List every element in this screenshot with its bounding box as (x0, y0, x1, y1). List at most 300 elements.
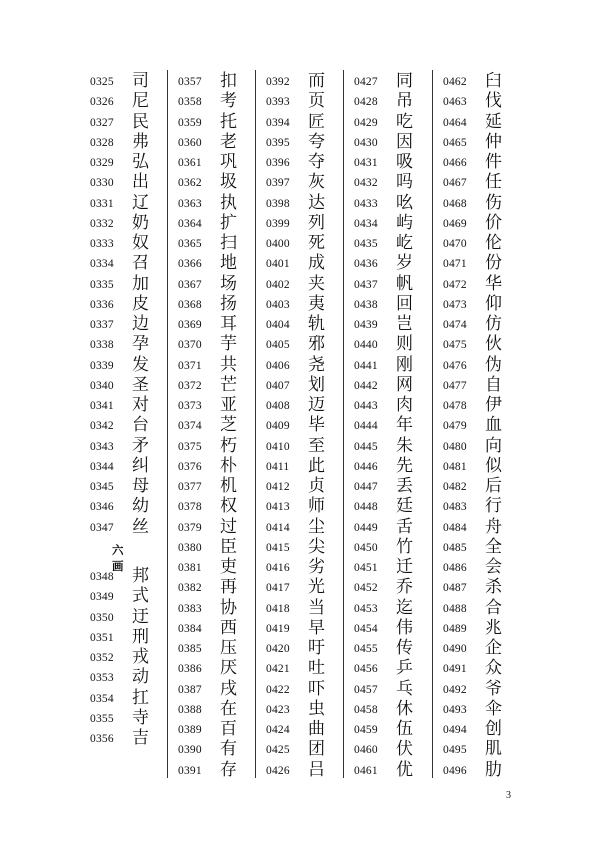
entry-character: 朴 (220, 455, 237, 476)
entry-number: 0425 (266, 744, 290, 757)
entry-character: 当 (308, 597, 325, 618)
entry-character: 虫 (308, 698, 325, 719)
entry-character: 伐 (485, 91, 502, 112)
entry-number: 0369 (178, 319, 202, 331)
entry-number: 0365 (178, 238, 202, 250)
entry-number: 0362 (178, 177, 202, 190)
entry-number: 0383 (178, 602, 202, 615)
entry-number: 0325 (90, 76, 114, 88)
column-divider (167, 70, 168, 778)
entry-number: 0485 (443, 541, 467, 554)
entry-character: 丢 (396, 476, 413, 496)
entry-number: 0418 (266, 602, 290, 615)
entry-character: 场 (220, 273, 237, 294)
entry-number: 0420 (266, 643, 290, 655)
entry-character: 寺 (132, 707, 149, 728)
entry-character: 杀 (485, 577, 502, 598)
entry-number: 0411 (266, 460, 290, 473)
entry-number: 0452 (354, 582, 378, 595)
entry-number: 0395 (266, 136, 290, 149)
entry-character: 协 (220, 597, 237, 618)
entry-number: 0444 (354, 420, 378, 433)
entry-number: 0380 (178, 541, 202, 554)
entry-character: 圣 (132, 374, 149, 395)
entry-number: 0378 (178, 501, 202, 514)
entry-number: 0381 (178, 562, 202, 574)
entry-character: 巩 (220, 152, 237, 172)
entry-number: 0337 (90, 319, 114, 331)
entry-character: 丝 (132, 516, 149, 537)
entry-number: 0470 (443, 238, 467, 250)
entry-number: 0468 (443, 197, 467, 210)
entry-number: 0416 (266, 562, 290, 574)
entry-number: 0480 (443, 440, 467, 453)
entry-number: 0456 (354, 663, 378, 676)
entry-number: 0490 (443, 643, 467, 655)
entry-character: 邪 (308, 334, 325, 355)
entry-number: 0463 (443, 96, 467, 109)
entry-number: 0357 (178, 76, 202, 88)
entry-number: 0461 (354, 764, 378, 777)
entry-character: 岂 (396, 314, 413, 334)
entry-character: 华 (485, 273, 502, 294)
entry-character: 则 (396, 334, 413, 355)
entry-character: 伦 (485, 233, 502, 253)
entry-character: 吁 (308, 638, 325, 658)
entry-character: 在 (220, 698, 237, 719)
entry-number: 0410 (266, 440, 290, 453)
entry-number: 0363 (178, 197, 202, 210)
entry-number: 0333 (90, 238, 114, 250)
entry-number: 0434 (354, 217, 378, 230)
entry-character: 有 (220, 739, 237, 760)
entry-number: 0442 (354, 379, 378, 392)
entry-number: 0391 (178, 764, 202, 777)
entry-number: 0445 (354, 440, 378, 453)
entry-number: 0343 (90, 440, 114, 453)
entry-character: 夷 (308, 293, 325, 314)
entry-number: 0392 (266, 76, 290, 88)
entry-character: 任 (485, 172, 502, 193)
entry-character: 扫 (220, 233, 237, 253)
entry-number: 0336 (90, 298, 114, 311)
entry-number: 0406 (266, 359, 290, 372)
entry-number: 0424 (266, 724, 290, 736)
entry-character: 夹 (308, 273, 325, 294)
entry-character: 自 (485, 374, 502, 395)
entry-character: 廷 (396, 496, 413, 517)
entry-character: 厌 (220, 658, 237, 679)
entry-character: 吉 (132, 728, 149, 749)
entry-number: 0371 (178, 359, 202, 372)
entry-number: 0421 (266, 663, 290, 676)
entry-character: 幼 (132, 496, 149, 517)
entry-character: 行 (485, 496, 502, 517)
entry-character: 边 (132, 314, 149, 334)
entry-character: 毕 (308, 415, 325, 436)
entry-character: 扩 (220, 212, 237, 233)
entry-character: 后 (485, 476, 502, 496)
entry-number: 0404 (266, 319, 290, 331)
entry-number: 0387 (178, 683, 202, 696)
entry-number: 0496 (443, 764, 467, 777)
entry-number: 0457 (354, 683, 378, 696)
entry-number: 0453 (354, 602, 378, 615)
entry-number: 0478 (443, 400, 467, 412)
entry-character: 匠 (308, 111, 325, 132)
entry-character: 优 (396, 759, 413, 780)
entry-number: 0328 (90, 136, 114, 149)
entry-number: 0447 (354, 481, 378, 493)
entry-character: 动 (132, 667, 149, 688)
entry-number: 0489 (443, 622, 467, 635)
entry-number: 0347 (90, 521, 114, 534)
entry-number: 0386 (178, 663, 202, 676)
entry-number: 0467 (443, 177, 467, 190)
entry-character: 发 (132, 354, 149, 375)
entry-character: 迁 (396, 557, 413, 577)
entry-character: 岁 (396, 253, 413, 274)
entry-character: 奴 (132, 233, 149, 253)
entry-character: 回 (396, 293, 413, 314)
entry-number: 0355 (90, 712, 114, 725)
entry-number: 0438 (354, 298, 378, 311)
entry-character: 吆 (396, 192, 413, 213)
entry-character: 压 (220, 638, 237, 658)
entry-character: 迈 (308, 395, 325, 415)
entry-character: 伏 (396, 739, 413, 760)
entry-character: 早 (308, 617, 325, 638)
entry-character: 乓 (396, 678, 413, 699)
entry-number: 0396 (266, 157, 290, 169)
entry-character: 召 (132, 253, 149, 274)
entry-character: 舌 (396, 516, 413, 537)
entry-number: 0419 (266, 622, 290, 635)
entry-number: 0439 (354, 319, 378, 331)
column-divider (255, 70, 256, 778)
entry-character: 向 (485, 435, 502, 456)
entry-character: 臣 (220, 536, 237, 557)
entry-number: 0460 (354, 744, 378, 757)
entry-number: 0415 (266, 541, 290, 554)
entry-number: 0334 (90, 258, 114, 271)
entry-character: 奶 (132, 212, 149, 233)
entry-character: 考 (220, 91, 237, 112)
entry-character: 轨 (308, 314, 325, 334)
entry-number: 0348 (90, 571, 114, 584)
entry-number: 0401 (266, 258, 290, 271)
entry-character: 延 (485, 111, 502, 132)
entry-character: 存 (220, 759, 237, 780)
entry-character: 老 (220, 131, 237, 152)
column-divider (432, 70, 433, 778)
entry-number: 0433 (354, 197, 378, 210)
entry-number: 0435 (354, 238, 378, 250)
entry-character: 托 (220, 111, 237, 132)
entry-number: 0436 (354, 258, 378, 271)
entry-number: 0354 (90, 692, 114, 705)
entry-character: 弘 (132, 152, 149, 172)
entry-character: 式 (132, 586, 149, 607)
entry-character: 先 (396, 455, 413, 476)
entry-number: 0473 (443, 298, 467, 311)
entry-character: 竹 (396, 536, 413, 557)
entry-character: 达 (308, 192, 325, 213)
entry-character: 扣 (220, 71, 237, 91)
entry-number: 0350 (90, 611, 114, 624)
entry-number: 0345 (90, 481, 114, 493)
entry-number: 0441 (354, 359, 378, 372)
entry-character: 臼 (485, 71, 502, 91)
entry-character: 此 (308, 455, 325, 476)
entry-number: 0451 (354, 562, 378, 574)
entry-character: 众 (485, 658, 502, 679)
entry-number: 0462 (443, 76, 467, 88)
entry-character: 企 (485, 638, 502, 658)
entry-character: 地 (220, 253, 237, 274)
entry-number: 0408 (266, 400, 290, 412)
entry-character: 创 (485, 719, 502, 739)
entry-character: 伞 (485, 698, 502, 719)
entry-character: 肋 (485, 759, 502, 780)
column-divider (343, 70, 344, 778)
entry-number: 0364 (178, 217, 202, 230)
entry-character: 朱 (396, 435, 413, 456)
entry-character: 师 (308, 496, 325, 517)
entry-character: 迄 (396, 597, 413, 618)
entry-number: 0349 (90, 591, 114, 604)
entry-character: 曲 (308, 719, 325, 739)
entry-character: 吕 (308, 759, 325, 780)
entry-number: 0428 (354, 96, 378, 109)
entry-number: 0400 (266, 238, 290, 250)
entry-character: 吸 (396, 152, 413, 172)
entry-number: 0472 (443, 278, 467, 291)
entry-number: 0450 (354, 541, 378, 554)
entry-number: 0487 (443, 582, 467, 595)
entry-character: 芒 (220, 374, 237, 395)
entry-number: 0494 (443, 724, 467, 736)
entry-number: 0440 (354, 339, 378, 352)
entry-number: 0388 (178, 703, 202, 716)
entry-character: 伙 (485, 334, 502, 355)
entry-character: 尘 (308, 516, 325, 537)
entry-character: 价 (485, 212, 502, 233)
entry-number: 0407 (266, 379, 290, 392)
entry-character: 邦 (132, 566, 149, 587)
entry-character: 纠 (132, 455, 149, 476)
entry-number: 0398 (266, 197, 290, 210)
entry-character: 扛 (132, 687, 149, 708)
entry-character: 乒 (396, 658, 413, 679)
entry-number: 0399 (266, 217, 290, 230)
entry-character: 吐 (308, 658, 325, 679)
entry-number: 0329 (90, 157, 114, 169)
entry-number: 0437 (354, 278, 378, 291)
entry-number: 0481 (443, 460, 467, 473)
entry-character: 戌 (220, 678, 237, 699)
entry-character: 劣 (308, 557, 325, 577)
entry-character: 弗 (132, 131, 149, 152)
entry-number: 0455 (354, 643, 378, 655)
entry-character: 舟 (485, 516, 502, 537)
entry-number: 0373 (178, 400, 202, 412)
entry-character: 母 (132, 476, 149, 496)
entry-number: 0471 (443, 258, 467, 271)
entry-character: 芋 (220, 334, 237, 355)
entry-character: 伪 (485, 354, 502, 375)
entry-number: 0484 (443, 521, 467, 534)
entry-character: 百 (220, 719, 237, 739)
entry-number: 0330 (90, 177, 114, 190)
entry-number: 0331 (90, 197, 114, 210)
entry-number: 0405 (266, 339, 290, 352)
entry-character: 亚 (220, 395, 237, 415)
entry-number: 0353 (90, 672, 114, 685)
entry-character: 列 (308, 212, 325, 233)
entry-number: 0469 (443, 217, 467, 230)
entry-character: 矛 (132, 435, 149, 456)
entry-number: 0491 (443, 663, 467, 676)
entry-character: 皮 (132, 293, 149, 314)
entry-number: 0431 (354, 157, 378, 169)
entry-character: 会 (485, 557, 502, 577)
entry-character: 仲 (485, 131, 502, 152)
entry-character: 民 (132, 111, 149, 132)
entry-character: 网 (396, 374, 413, 395)
entry-number: 0449 (354, 521, 378, 534)
entry-character: 份 (485, 253, 502, 274)
entry-character: 件 (485, 152, 502, 172)
entry-character: 血 (485, 415, 502, 436)
entry-number: 0346 (90, 501, 114, 514)
entry-number: 0375 (178, 440, 202, 453)
entry-character: 台 (132, 415, 149, 436)
entry-number: 0374 (178, 420, 202, 433)
entry-character: 扬 (220, 293, 237, 314)
entry-number: 0465 (443, 136, 467, 149)
entry-character: 夺 (308, 152, 325, 172)
entry-number: 0339 (90, 359, 114, 372)
entry-character: 司 (132, 71, 149, 91)
entry-number: 0432 (354, 177, 378, 190)
entry-number: 0474 (443, 319, 467, 331)
entry-character: 肉 (396, 395, 413, 415)
entry-character: 伤 (485, 192, 502, 213)
entry-character: 对 (132, 395, 149, 415)
entry-number: 0492 (443, 683, 467, 696)
entry-character: 伊 (485, 395, 502, 415)
entry-character: 兆 (485, 617, 502, 638)
entry-character: 团 (308, 739, 325, 760)
entry-character: 吓 (308, 678, 325, 699)
entry-character: 至 (308, 435, 325, 456)
entry-character: 帆 (396, 273, 413, 294)
page-number: 3 (506, 790, 511, 801)
entry-number: 0403 (266, 298, 290, 311)
entry-number: 0417 (266, 582, 290, 595)
entry-number: 0454 (354, 622, 378, 635)
entry-number: 0495 (443, 744, 467, 757)
entry-number: 0477 (443, 379, 467, 392)
entry-number: 0394 (266, 116, 290, 129)
entry-character: 划 (308, 374, 325, 395)
entry-number: 0372 (178, 379, 202, 392)
entry-number: 0446 (354, 460, 378, 473)
entry-character: 权 (220, 496, 237, 517)
entry-number: 0340 (90, 379, 114, 392)
entry-number: 0413 (266, 501, 290, 514)
entry-character: 尖 (308, 536, 325, 557)
entry-character: 共 (220, 354, 237, 375)
entry-character: 贞 (308, 476, 325, 496)
entry-character: 合 (485, 597, 502, 618)
entry-character: 仿 (485, 314, 502, 334)
entry-number: 0426 (266, 764, 290, 777)
entry-number: 0482 (443, 481, 467, 493)
entry-character: 伟 (396, 617, 413, 638)
entry-character: 爷 (485, 678, 502, 699)
entry-character: 光 (308, 577, 325, 598)
entry-character: 尼 (132, 91, 149, 112)
entry-character: 耳 (220, 314, 237, 334)
entry-number: 0458 (354, 703, 378, 716)
entry-character: 再 (220, 577, 237, 598)
entry-character: 西 (220, 617, 237, 638)
entry-number: 0379 (178, 521, 202, 534)
entry-character: 屿 (396, 212, 413, 233)
entry-character: 刑 (132, 626, 149, 647)
entry-number: 0402 (266, 278, 290, 291)
entry-number: 0384 (178, 622, 202, 635)
entry-number: 0382 (178, 582, 202, 595)
entry-number: 0412 (266, 481, 290, 493)
entry-character: 出 (132, 172, 149, 193)
entry-character: 加 (132, 273, 149, 294)
entry-number: 0356 (90, 733, 114, 746)
entry-character: 肌 (485, 739, 502, 760)
entry-number: 0493 (443, 703, 467, 716)
entry-character: 吊 (396, 91, 413, 112)
entry-number: 0342 (90, 420, 114, 433)
entry-character: 死 (308, 233, 325, 253)
entry-character: 迂 (132, 606, 149, 627)
entry-character: 吏 (220, 557, 237, 577)
entry-character: 孕 (132, 334, 149, 355)
entry-number: 0409 (266, 420, 290, 433)
entry-number: 0430 (354, 136, 378, 149)
entry-number: 0326 (90, 96, 114, 109)
entry-number: 0327 (90, 116, 114, 129)
entry-number: 0486 (443, 562, 467, 574)
entry-character: 机 (220, 476, 237, 496)
entry-character: 因 (396, 131, 413, 152)
entry-character: 尧 (308, 354, 325, 375)
entry-character: 圾 (220, 172, 237, 193)
entry-number: 0423 (266, 703, 290, 716)
entry-number: 0360 (178, 136, 202, 149)
entry-character: 吗 (396, 172, 413, 193)
entry-number: 0361 (178, 157, 202, 169)
entry-character: 传 (396, 638, 413, 658)
entry-character: 辽 (132, 192, 149, 213)
entry-number: 0459 (354, 724, 378, 736)
entry-character: 全 (485, 536, 502, 557)
entry-number: 0344 (90, 460, 114, 473)
entry-number: 0341 (90, 400, 114, 412)
entry-number: 0351 (90, 631, 114, 644)
entry-number: 0367 (178, 278, 202, 291)
